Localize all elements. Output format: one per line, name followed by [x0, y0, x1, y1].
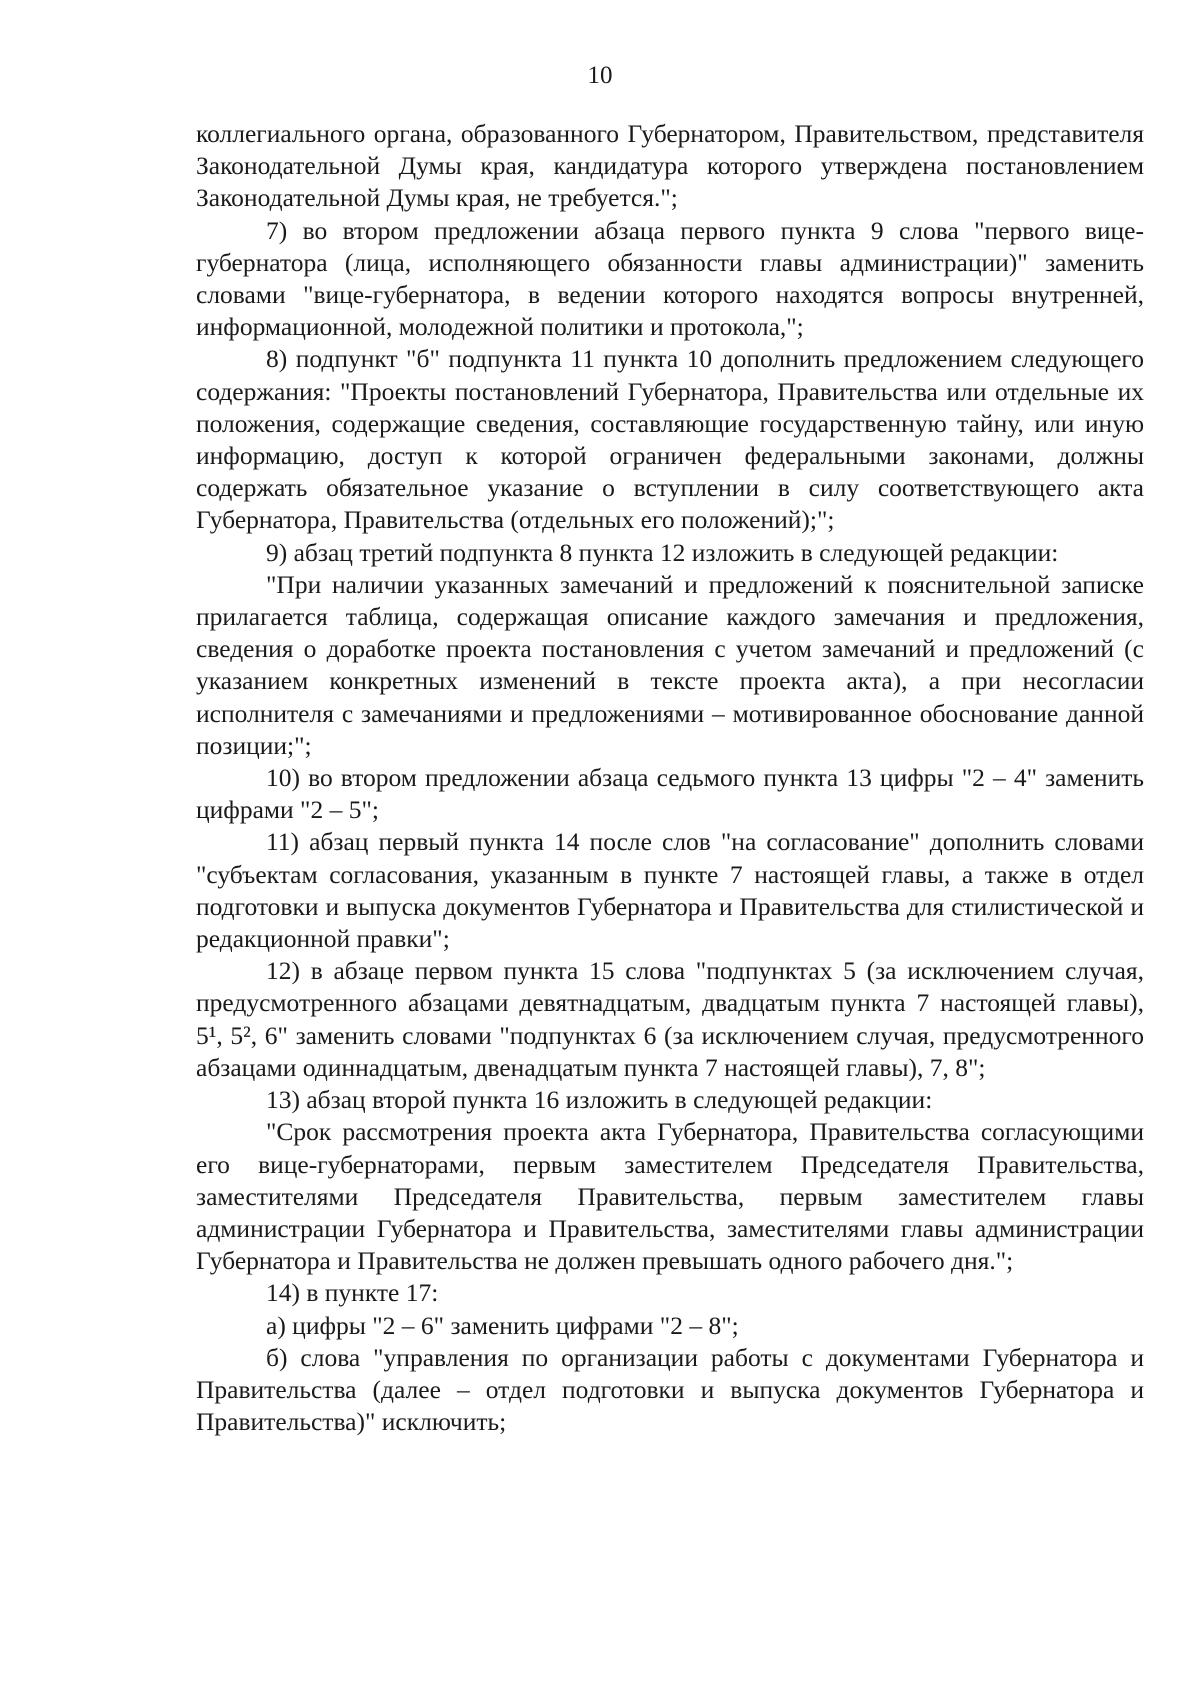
- document-body: [196, 118, 1144, 1438]
- paragraph-item-13: 13) абзац второй пункта 16 изложить в следующей редакции:: [266, 1085, 933, 1115]
- paragraph-item-10: 10) во втором предложении абзаца седьмого пункта 13 цифры "2 – 4" заменить цифрами "2 – 5";: [196, 763, 1144, 825]
- paragraph-item-12: 12) в абзаце первом пункта 15 слова "подпунктах 5 (за исключением случая, предусмотренного абзацами девятнадцатым, двадцатым пункта 7 настоящей главы), 5¹, 5², 6" заменить словами "подпунктах 6 (за исключением случая, предусмотренного абзацами одиннадцатым, двенадцатым пункта 7 настоящей главы), 7, 8";: [196, 956, 1144, 1082]
- paragraph-item-8: 8) подпункт "б" подпункта 11 пункта 10 дополнить предложением следующего содержания: "Проекты постановлений Губернатора, Правительства или отдельные их положения, содержащие сведения, составляющие государственную тайну, или иную информацию, доступ к которой ограничен федеральными законами, должны содержать обязательное указание о вступлении в силу соответствующего акта Губернатора, Правительства (отдельных его положений);";: [196, 344, 1144, 535]
- paragraph-item-7: 7) во втором предложении абзаца первого пункта 9 слова "первого вице-губернатора (лица, исполняющего обязанности главы администрации)" заменить словами "вице-губернатора, в ведении которого находятся вопросы внутренней, информационной, молодежной политики и протокола,";: [196, 215, 1144, 342]
- paragraph-item-11: 11) абзац первый пункта 14 после слов "на согласование" дополнить словами "субъектам согласования, указанным в пункте 7 настоящей главы, а также в отдел подготовки и выпуска документов Губернатора и Правительства для стилистической и редакционной правки";: [196, 827, 1144, 954]
- page-number: 10: [587, 62, 613, 89]
- paragraph-quote-13: "Срок рассмотрения проекта акта Губернатора, Правительства согласующими его вице-губернаторами, первым заместителем Председателя Правительства, заместителями Председателя Правительства, первым заместителем главы администрации Губернатора и Правительства, заместителями главы администрации Губернатора и Правительства не должен превышать одного рабочего дня.";: [196, 1117, 1144, 1276]
- paragraph-item-14: 14) в пункте 17:: [266, 1278, 439, 1308]
- paragraph-item-14a: а) цифры "2 – 6" заменить цифрами "2 – 8";: [266, 1310, 739, 1340]
- paragraph-quote-9: "При наличии указанных замечаний и предложений к пояснительной записке прилагается таблица, содержащая описание каждого замечания и предложения, сведения о доработке проекта постановления с учетом замечаний и предложений (с указанием конкретных изменений в тексте проекта акта), а при несогласии исполнителя с замечаниями и предложениями – мотивированное обоснование данной позиции;";: [196, 569, 1144, 760]
- paragraph-item-9: 9) абзац третий подпункта 8 пункта 12 изложить в следующей редакции:: [266, 537, 1059, 567]
- paragraph-item-14b: б) слова "управления по организации работы с документами Губернатора и Правительства (далее – отдел подготовки и выпуска документов Губернатора и Правительства)" исключить;: [196, 1342, 1144, 1437]
- paragraph-continuation: коллегиального органа, образованного Губернатором, Правительством, представителя Законодательной Думы края, кандидатура которого утверждена постановлением Законодательной Думы края, не требуется.";: [196, 119, 1144, 213]
